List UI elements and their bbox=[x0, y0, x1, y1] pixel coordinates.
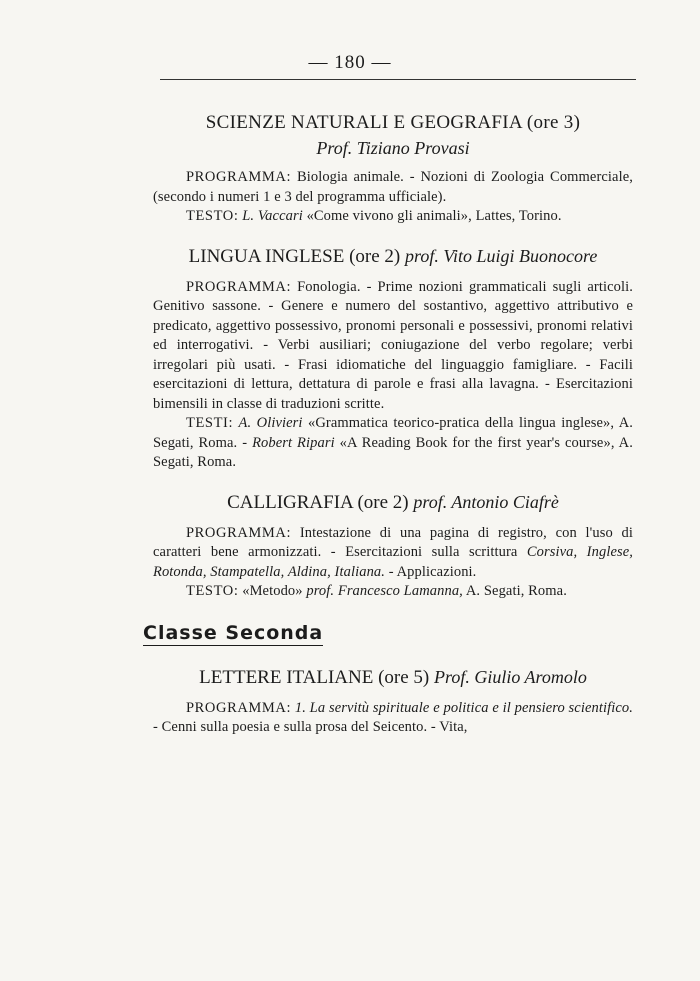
programma-text: - Cenni sulla poesia e sulla prosa del Seicento. - Vita, bbox=[153, 719, 468, 735]
section-title bbox=[153, 243, 633, 270]
programma-text: Biologia animale. - Nozioni di Zoologia Commerciale, (secondo i numeri 1 e 3 del programma ufficiale). bbox=[153, 169, 633, 205]
teacher-name: prof. Antonio Ciafrè bbox=[413, 491, 559, 512]
programma-label: PROGRAMMA: bbox=[186, 278, 292, 295]
section-lettere bbox=[153, 664, 633, 738]
testo-paragraph bbox=[153, 582, 633, 602]
section-inglese bbox=[153, 243, 633, 473]
testo-text: A. Segati, Roma. bbox=[465, 583, 567, 599]
testo-author: prof. Francesco Lamanna, bbox=[306, 583, 463, 599]
classe-heading-wrap bbox=[143, 618, 633, 664]
testi-author-1: A. Olivieri bbox=[238, 415, 303, 431]
testo-title: «Metodo» bbox=[242, 583, 303, 599]
programma-styles: Corsiva, Inglese, Rotonda, Stampatella, Aldina, Italiana. bbox=[153, 544, 633, 580]
testo-label: TESTO: bbox=[186, 208, 239, 224]
page-number: — 180 — bbox=[308, 52, 392, 73]
section-title-text: LINGUA INGLESE (ore 2) bbox=[188, 245, 401, 267]
testo-text: «Come vivono gli animali», Lattes, Torino. bbox=[306, 208, 562, 224]
testi-author-2: Robert Ripari bbox=[252, 434, 335, 451]
programma-label: PROGRAMMA: bbox=[186, 169, 292, 185]
teacher-name: Prof. Giulio Aromolo bbox=[434, 666, 587, 687]
section-calligrafia bbox=[153, 489, 633, 602]
programma-paragraph bbox=[153, 699, 633, 738]
testo-paragraph bbox=[153, 207, 633, 227]
section-title bbox=[153, 664, 633, 691]
programma-label: PROGRAMMA: bbox=[186, 524, 292, 541]
teacher-name: Prof. Tiziano Provasi bbox=[316, 138, 470, 158]
teacher-name: prof. Vito Luigi Buonocore bbox=[405, 245, 598, 266]
section-title: SCIENZE NATURALI E GEOGRAFIA (ore 3) bbox=[205, 112, 581, 133]
section-title-text: LETTERE ITALIANE (ore 5) bbox=[199, 666, 430, 688]
testi-paragraph bbox=[153, 414, 633, 473]
section-scienze bbox=[153, 110, 633, 227]
testi-label: TESTI: bbox=[186, 415, 234, 431]
programma-label: PROGRAMMA: bbox=[186, 699, 292, 716]
testo-label: TESTO: bbox=[186, 583, 239, 599]
programma-tail: - Applicazioni. bbox=[388, 563, 477, 580]
programma-paragraph bbox=[153, 168, 633, 207]
testo-author: L. Vaccari bbox=[242, 208, 303, 224]
section-title-text: CALLIGRAFIA (ore 2) bbox=[227, 491, 409, 513]
testi-text-2: «A Reading Book for the first year's course», A. Segati, Roma. bbox=[153, 434, 633, 470]
classe-heading: Classe Seconda bbox=[143, 621, 324, 644]
section-title bbox=[153, 489, 633, 516]
page-content bbox=[143, 110, 634, 754]
header-rule bbox=[160, 79, 636, 80]
programma-paragraph bbox=[153, 278, 633, 415]
programma-point: 1. La servitù spirituale e politica e il pensiero scientifico. bbox=[294, 699, 633, 716]
testi-text-1: «Grammatica teorico-pratica della lingua inglese», A. Segati, Roma. - bbox=[153, 415, 634, 451]
programma-text: Fonologia. - Prime nozioni grammaticali sugli articoli. Genitivo sassone. - Genere e numero del sostantivo, aggettivo attributivo e predicato, aggettivo possessivo, pronomi personali e possessivi, pronomi relativi ed interrogativi. - Verbi ausiliari; coniugazione del verbo regolare; verbi irregolari più usati. - Frasi idiomatiche del linguaggio famigliare. - Facili esercitazioni di lettura, dettatura di parole e frasi alla lavagna. - Esercitazioni bimensili in classe di traduzioni scritte. bbox=[153, 278, 633, 412]
programma-text: Intestazione di una pagina di registro, con l'uso di caratteri bene armonizzati. - Esercitazioni sulla scrittura bbox=[153, 524, 633, 560]
programma-paragraph bbox=[153, 524, 633, 583]
